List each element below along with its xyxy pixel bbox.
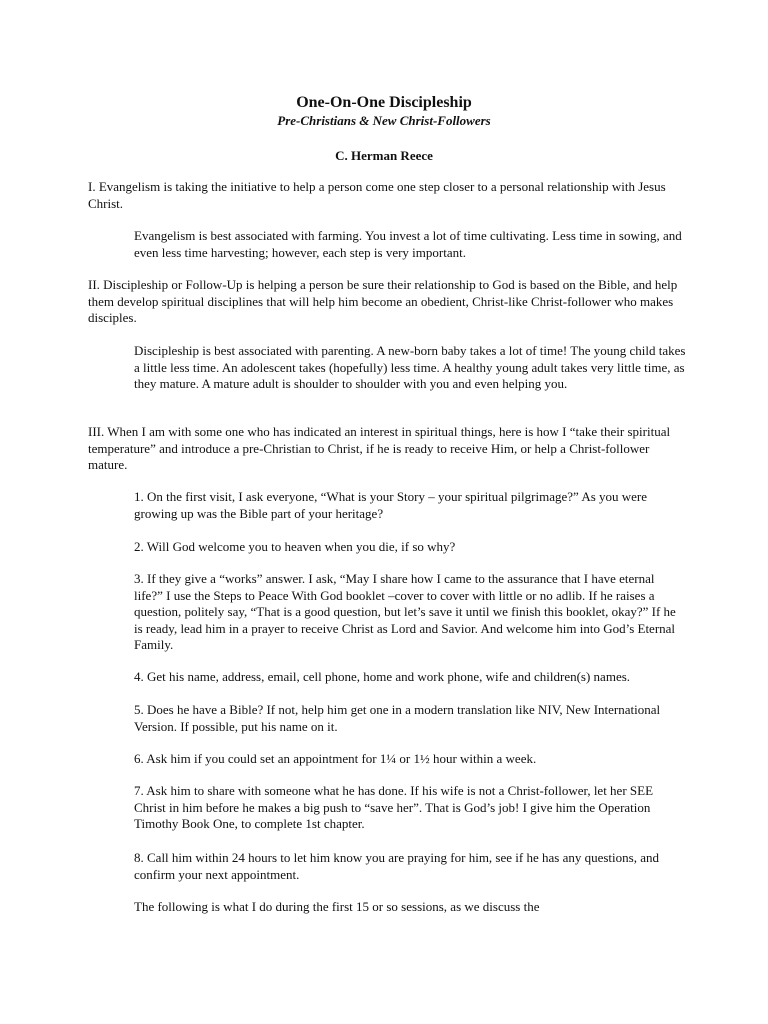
step-7-paragraph: 7. Ask him to share with someone what he has done. If his wife is not a Christ-follower, let her SEE Christ in him before he makes a big push to “save her”. That is God’s job! I give him the Operation Timothy Book One, to complete 1st chapter. bbox=[134, 783, 654, 831]
discipleship-parenting-paragraph: Discipleship is best associated with parenting. A new-born baby takes a lot of time! The young child takes a little less time. An adolescent takes (hopefully) less time. A healthy young adult takes very little time, as they mature. A mature adult is shoulder to shoulder with you and even helping you. bbox=[134, 343, 686, 391]
evangelism-farming-paragraph: Evangelism is best associated with farming. You invest a lot of time cultivating. Less time in sowing, and even less time harvesting; however, each step is very important. bbox=[134, 228, 682, 260]
step-1-paragraph: 1. On the first visit, I ask everyone, “What is your Story – your spiritual pilgrimage?” As you were growing up was the Bible part of your heritage? bbox=[134, 489, 648, 521]
document-author: C. Herman Reece bbox=[335, 148, 433, 163]
section-iii-paragraph: III. When I am with some one who has indicated an interest in spiritual things, here is how I “take their spiritual temperature” and introduce a pre-Christian to Christ, if he is ready to receive Him, or help a Christ-follower mature. bbox=[88, 424, 671, 472]
step-6-paragraph: 6. Ask him if you could set an appointment for 1¼ or 1½ hour within a week. bbox=[134, 751, 537, 766]
step-4-paragraph: 4. Get his name, address, email, cell phone, home and work phone, wife and children(s) names. bbox=[134, 669, 631, 684]
step-5-paragraph: 5. Does he have a Bible? If not, help him get one in a modern translation like NIV, New International Version. If possible, put his name on it. bbox=[134, 702, 661, 734]
section-i-paragraph: I. Evangelism is taking the initiative to help a person come one step closer to a personal relationship with Jesus Christ. bbox=[88, 179, 666, 211]
document-title: One-On-One Discipleship bbox=[296, 94, 472, 111]
section-ii-paragraph: II. Discipleship or Follow-Up is helping a person be sure their relationship to God is based on the Bible, and help them develop spiritual disciplines that will help him become an obedient, Christ-like Christ-follower who makes disciples. bbox=[88, 277, 678, 325]
following-sessions-paragraph: The following is what I do during the first 15 or so sessions, as we discuss the bbox=[134, 899, 540, 914]
step-8-paragraph: 8. Call him within 24 hours to let him know you are praying for him, see if he has any questions, and confirm your next appointment. bbox=[134, 850, 659, 882]
document-subtitle: Pre-Christians & New Christ-Followers bbox=[277, 113, 491, 128]
step-3-paragraph: 3. If they give a “works” answer. I ask, “May I share how I came to the assurance that I have eternal life?” I use the Steps to Peace With God booklet –cover to cover with little or no adlib. If he raises a question, politely say, “That is a good question, but let’s save it until we finish this booklet, okay?” If he is ready, lead him in a prayer to receive Christ as Lord and Savior. And welcome him into God’s Eternal Family. bbox=[134, 571, 676, 652]
step-2-paragraph: 2. Will God welcome you to heaven when you die, if so why? bbox=[134, 539, 456, 554]
